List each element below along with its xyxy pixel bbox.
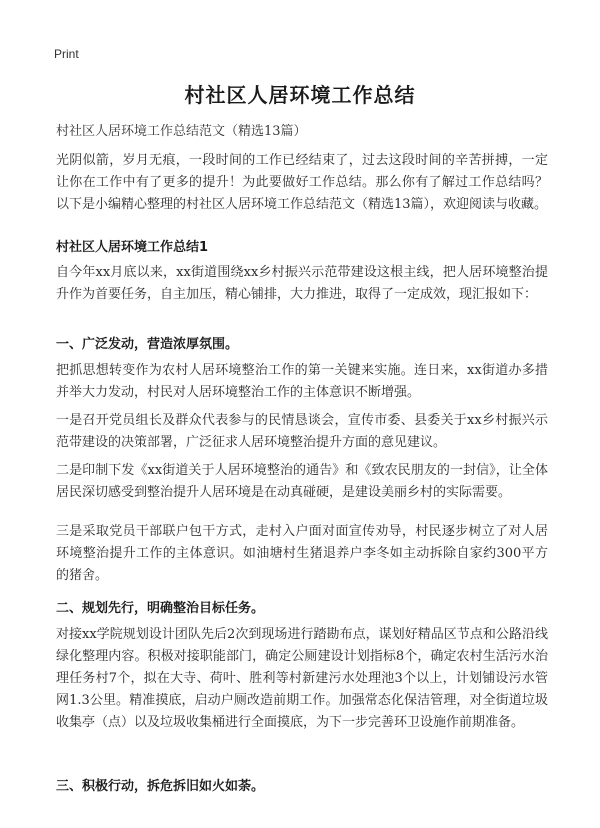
page-title: 村社区人居环境工作总结: [184, 83, 416, 107]
paragraph-2: 把抓思想转变作为农村人居环境整治工作的第一关键来实施。连日来，xx街道办多措并举大力发动，村民对人居环境整治工作的主体意识不断增强。: [56, 363, 548, 400]
print-link[interactable]: Print: [54, 47, 79, 61]
paragraph-4: 二是印制下发《xx街道关于人居环境整治的通告》和《致农民朋友的一封信》，让全体居民深切感受到整治提升人居环境是在动真碰硬，是建设美丽乡村的实际需要。: [56, 463, 548, 500]
paragraph-1: 自今年xx月底以来，xx街道围绕xx乡村振兴示范带建设这根主线，把人居环境整治提升作为首要任务，自主加压，精心铺排，大力推进，取得了一定成效，现汇报如下：: [56, 265, 548, 302]
heading-1: 一、广泛发动，营造浓厚氛围。: [56, 337, 239, 352]
document-subtitle: 村社区人居环境工作总结范文（精选13篇）: [56, 124, 307, 139]
heading-2: 二、规划先行，明确整治目标任务。: [56, 601, 265, 616]
paragraph-3: 一是召开党员组长及群众代表参与的民情恳谈会，宣传市委、县委关于xx乡村振兴示范带建设的决策部署，广泛征求人居环境整治提升方面的意见建议。: [56, 413, 548, 450]
intro-paragraph: 光阴似箭，岁月无痕，一段时间的工作已经结束了，过去这段时间的辛苦拼搏，一定让你在工作中有了更多的提升！为此要做好工作总结。那么你有了解过工作总结吗？以下是小编精心整理的村社区人居环境工作总结范文（精选13篇），欢迎阅读与收藏。: [56, 153, 548, 212]
paragraph-6: 对接xx学院规划设计团队先后2次到现场进行踏勘布点，谋划好精品区节点和公路沿线绿化整理内容。积极对接职能部门，确定公厕建设计划指标8个，确定农村生活污水治理任务村7个，拟在大寺、荷叶、胜利等村新建污水处理池3个以上，计划铺设污水管网1.3公里。精准摸底，启动户厕改造前期工作。加强常态化保洁管理，对全街道垃圾收集亭（点）以及垃圾收集桶进行全面摸底，为下一步完善环卫设施作前期准备。: [56, 627, 548, 730]
paragraph-5: 三是采取党员干部联户包干方式，走村入户面对面宣传劝导，村民逐步树立了对人居环境整治提升工作的主体意识。如油塘村生猪退养户李冬如主动拆除自家约300平方的猪舍。: [56, 524, 548, 583]
heading-3: 三、积极行动，拆危拆旧如火如荼。: [56, 779, 265, 794]
section-title: 村社区人居环境工作总结1: [56, 240, 209, 255]
